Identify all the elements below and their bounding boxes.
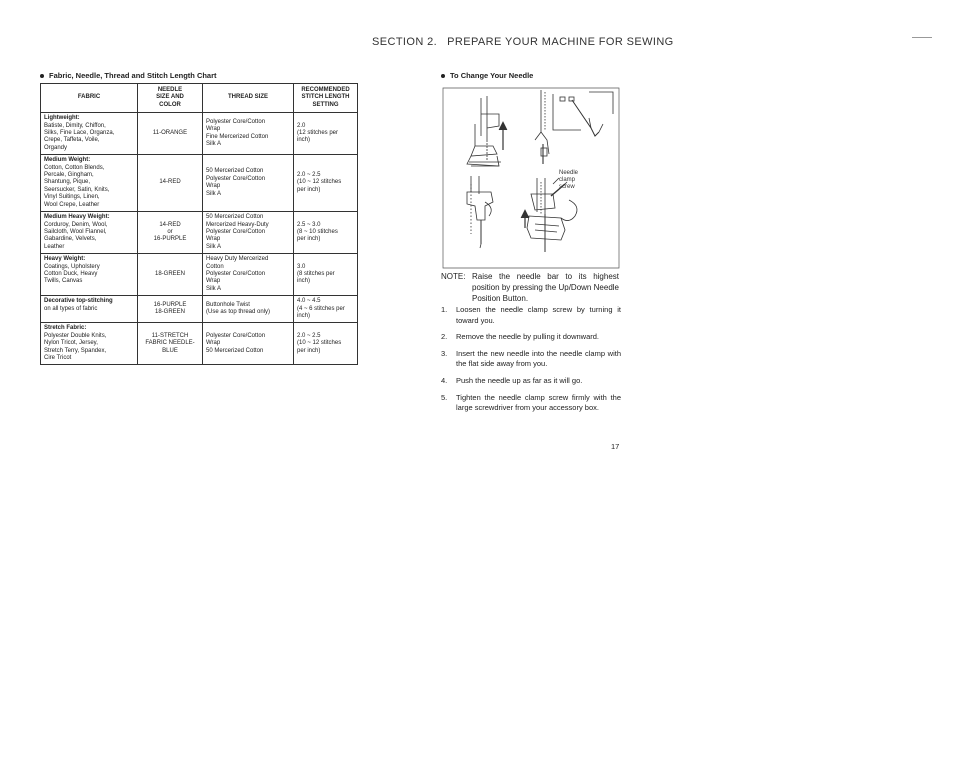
thread-line: Wrap [206, 183, 221, 190]
table-row [41, 155, 358, 212]
thread-line: Wrap [206, 126, 221, 133]
table-cell-needle [138, 155, 203, 212]
needle-change-illustration [441, 84, 621, 270]
stitch-line: (10 ~ 12 stitches [297, 179, 342, 186]
fabric-chart-table [40, 83, 358, 365]
step-number: 3. [441, 348, 448, 358]
stitch-line: per inch) [297, 186, 321, 193]
fabric-line: Heavy Weight: [44, 256, 86, 263]
table-cell-needle [138, 212, 203, 254]
fabric-line: Lightweight: [44, 115, 80, 122]
thread-line: 50 Mercerized Cotton [206, 214, 264, 221]
thread-line: Wrap [206, 236, 221, 243]
table-row [41, 113, 358, 155]
fabric-line: Vinyl Suitings, Linen, [44, 194, 100, 201]
thread-line: Polyester Core/Cotton [206, 228, 266, 235]
note-block [441, 271, 619, 304]
note-text: Raise the needle bar to its highest position by pressing the Up/Down Needle Position Button. [472, 272, 619, 303]
table-cell-stitch [294, 296, 358, 323]
needle-line: 16-PURPLE [153, 301, 187, 308]
fabric-line: Decorative top-stitching [44, 298, 113, 305]
page-number: 17 [611, 442, 620, 451]
thread-line: Polyester Core/Cotton [206, 332, 266, 339]
thread-line: Silk A [206, 141, 222, 148]
fabric-line: Crepe, Taffeta, Voile, [44, 137, 100, 144]
table-cell-thread [203, 212, 294, 254]
step-number: 2. [441, 332, 448, 342]
list-item [441, 349, 621, 370]
thread-line: Polyester Core/Cotton [206, 118, 266, 125]
fabric-line: Percale, Gingham, [44, 172, 94, 179]
stitch-line: per inch) [297, 236, 321, 243]
step-text: Remove the needle by pulling it downward. [456, 332, 600, 342]
table-row [41, 323, 358, 365]
fabric-line: Nylon Tricot, Jersey, [44, 340, 98, 347]
needle-line: or [167, 228, 173, 235]
fabric-line: Corduroy, Denim, Wool, [44, 221, 108, 228]
thread-line: Wrap [206, 340, 221, 347]
step-text: Tighten the needle clamp screw firmly with the large screwdriver from your accessory box. [456, 392, 621, 413]
thread-line: 50 Mercerized Cotton [206, 347, 264, 354]
needle-line: 14-RED [159, 179, 181, 186]
needle-line: 11-ORANGE [152, 130, 188, 137]
table-row [41, 212, 358, 254]
table-cell-stitch [294, 254, 358, 296]
step-text: Loosen the needle clamp screw by turning it toward you. [456, 305, 621, 325]
step-number: 4. [441, 375, 448, 385]
header-needle: NEEDLE SIZE AND COLOR [138, 84, 203, 113]
fabric-line: Wool Crepe, Leather [44, 201, 100, 208]
needle-line: 14-RED [159, 221, 181, 228]
fabric-line: Shantung, Pique, [44, 179, 91, 186]
table-cell-needle [138, 113, 203, 155]
needle-line: BLUE [162, 347, 178, 354]
table-cell-thread [203, 254, 294, 296]
table-cell-stitch [294, 155, 358, 212]
stitch-line: inch) [297, 312, 311, 319]
change-needle-title [441, 71, 533, 80]
change-needle-title-text: To Change Your Needle [450, 71, 534, 80]
fabric-line: Leather [44, 243, 65, 250]
thread-line: Silk A [206, 243, 222, 250]
stitch-line: inch) [297, 137, 311, 144]
table-cell-fabric [41, 296, 138, 323]
fabric-line: Coatings, Upholstery [44, 263, 100, 270]
fabric-line: Polyester Double Knits, [44, 332, 107, 339]
thread-line: Buttonhole Twist [206, 301, 250, 308]
table-cell-stitch [294, 113, 358, 155]
stitch-line: (10 ~ 12 stitches [297, 340, 342, 347]
fabric-line: Cire Tricot [44, 355, 72, 361]
thread-line: Polyester Core/Cotton [206, 270, 266, 277]
thread-line: Fine Mercerized Cotton [206, 133, 269, 140]
thread-line: Cotton [206, 263, 224, 270]
stitch-line: inch) [297, 278, 311, 285]
step-number: 1. [441, 305, 448, 314]
table-cell-stitch [294, 323, 358, 365]
stitch-line: 2.0 ~ 2.5 [297, 332, 321, 339]
list-item [441, 305, 621, 326]
step-text: Insert the new needle into the needle clamp with the flat side away from you. [456, 348, 621, 369]
table-cell-stitch [294, 212, 358, 254]
list-item [441, 332, 621, 343]
thread-line: Wrap [206, 278, 221, 285]
table-cell-fabric [41, 212, 138, 254]
fabric-line: Cotton Duck, Heavy [44, 270, 98, 277]
stitch-line: 2.0 [297, 122, 306, 129]
needle-line: 18-GREEN [154, 270, 185, 277]
table-header-row [41, 84, 358, 113]
thread-line: Mercerized Heavy-Duty [206, 221, 269, 228]
section-title: PREPARE YOUR MACHINE FOR SEWING [447, 36, 674, 48]
thread-line: Polyester Core/Cotton [206, 175, 266, 182]
table-cell-fabric [41, 323, 138, 365]
chart-title-text: Fabric, Needle, Thread and Stitch Length Chart [49, 71, 217, 80]
chart-title [40, 71, 217, 80]
needle-line: FABRIC NEEDLE- [145, 340, 195, 347]
stitch-line: 2.0 ~ 2.5 [297, 172, 321, 179]
thread-line: Silk A [206, 190, 222, 197]
needle-clamp-label: Needle clamp screw [559, 170, 579, 190]
stitch-line: (8 stitches per [297, 270, 335, 277]
section-header [372, 36, 674, 48]
fabric-line: Stretch Terry, Spandex, [44, 347, 107, 354]
bullet-icon [441, 74, 445, 78]
fabric-line: Cotton, Cotton Blends, [44, 164, 105, 171]
stitch-line: per inch) [297, 347, 321, 354]
header-fabric: FABRIC [41, 84, 138, 113]
table-cell-needle [138, 296, 203, 323]
table-row [41, 296, 358, 323]
step-number: 5. [441, 392, 448, 402]
table-cell-needle [138, 254, 203, 296]
fabric-line: Medium Heavy Weight: [44, 214, 110, 221]
fabric-line: Batiste, Dimity, Chiffon, [44, 122, 106, 129]
list-item [441, 393, 621, 414]
thread-line: Heavy Duty Mercerized [206, 256, 269, 263]
needle-line: 16-PURPLE [153, 236, 187, 243]
table-cell-thread [203, 296, 294, 323]
fabric-line: on all types of fabric [44, 305, 98, 312]
table-cell-thread [203, 323, 294, 365]
stitch-line: 4.0 ~ 4.5 [297, 298, 321, 305]
fabric-line: Silks, Fine Lace, Organza, [44, 130, 115, 137]
thread-line: Silk A [206, 285, 222, 292]
stitch-line: (8 ~ 10 stitches [297, 228, 338, 235]
bullet-icon [40, 74, 44, 78]
fabric-line: Sailcloth, Wool Flannel, [44, 228, 107, 235]
note-label: NOTE: [441, 272, 466, 281]
stitch-line: (12 stitches per [297, 130, 339, 137]
fabric-line: Seersucker, Satin, Knits, [44, 186, 110, 193]
table-cell-thread [203, 155, 294, 212]
thread-line: (Use as top thread only) [206, 309, 271, 316]
section-number: SECTION 2. [372, 36, 438, 48]
table-cell-fabric [41, 113, 138, 155]
stitch-line: (4 ~ 6 stitches per [297, 305, 345, 312]
fabric-line: Medium Weight: [44, 157, 91, 164]
stitch-line: 2.5 ~ 3.0 [297, 221, 321, 228]
thread-line: 50 Mercerized Cotton [206, 168, 264, 175]
table-cell-thread [203, 113, 294, 155]
list-item [441, 376, 621, 387]
step-text: Push the needle up as far as it will go. [456, 375, 583, 385]
table-row [41, 254, 358, 296]
needle-line: 11-STRETCH [151, 332, 189, 339]
fabric-line: Gabardine, Velvets, [44, 236, 97, 243]
fabric-line: Organdy [44, 144, 68, 151]
stitch-line: 3.0 [297, 263, 306, 270]
needle-line: 18-GREEN [154, 309, 185, 316]
table-cell-needle [138, 323, 203, 365]
corner-dash [912, 37, 932, 38]
fabric-line: Twills, Canvas [44, 278, 83, 285]
fabric-line: Stretch Fabric: [44, 325, 87, 332]
needle-steps-list [441, 305, 621, 420]
table-cell-fabric [41, 155, 138, 212]
header-thread: THREAD SIZE [203, 84, 294, 113]
header-stitch: RECOMMENDED STITCH LENGTH SETTING [294, 84, 358, 113]
table-cell-fabric [41, 254, 138, 296]
